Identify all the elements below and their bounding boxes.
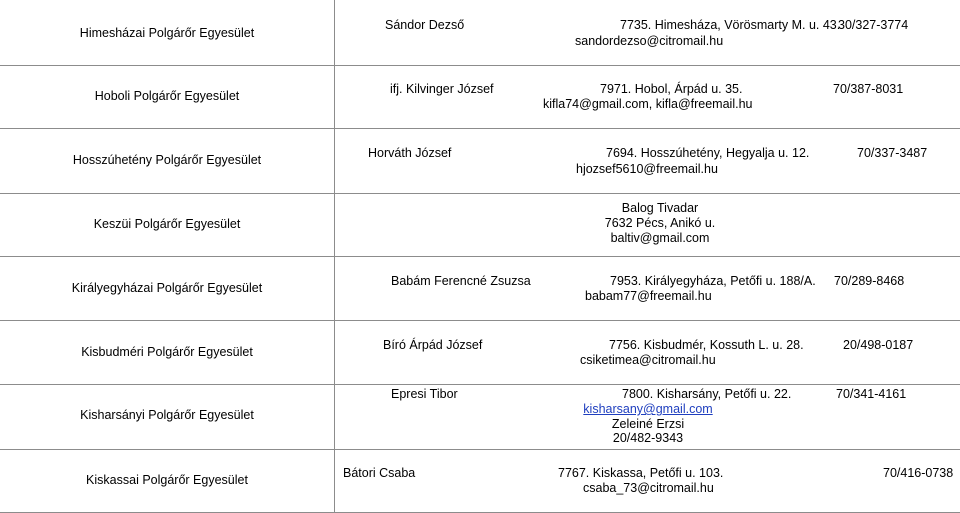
- contact-email: csiketimea@citromail.hu: [580, 353, 716, 367]
- row-divider: [0, 256, 960, 257]
- contact-name: Bíró Árpád József: [383, 338, 483, 352]
- organization-name: Királyegyházai Polgárőr Egyesület: [71, 281, 263, 295]
- contact-address: 7971. Hobol, Árpád u. 35.: [600, 82, 743, 96]
- contact-email: babam77@freemail.hu: [585, 289, 712, 303]
- contact-phone: 70/337-3487: [857, 146, 928, 160]
- organization-name: Kiskassai Polgárőr Egyesület: [86, 473, 248, 487]
- organization-name: Kisharsányi Polgárőr Egyesület: [80, 408, 254, 422]
- contact-phone: 70/387-8031: [833, 82, 904, 96]
- contact-email-link[interactable]: kisharsany@gmail.com: [583, 402, 713, 416]
- organization-name: Keszüi Polgárőr Egyesület: [93, 217, 241, 231]
- contact-address: 7953. Királyegyháza, Petőfi u. 188/A.: [610, 274, 816, 288]
- contact-name: Horváth József: [368, 146, 452, 160]
- contact-name: ifj. Kilvinger József: [390, 82, 494, 96]
- contact-email: hjozsef5610@freemail.hu: [576, 162, 718, 176]
- contact-address: 7800. Kisharsány, Petőfi u. 22.: [622, 387, 792, 401]
- row-divider: [0, 320, 960, 321]
- organization-name: Himesházai Polgárőr Egyesület: [79, 26, 255, 40]
- contact-address: 7756. Kisbudmér, Kossuth L. u. 28.: [609, 338, 804, 352]
- row-divider: [0, 65, 960, 66]
- contact-phone: 70/341-4161: [836, 387, 907, 401]
- contact-address: 7632 Pécs, Anikó u.: [604, 216, 716, 230]
- row-divider: [0, 128, 960, 129]
- contact-name: Babám Ferencné Zsuzsa: [391, 274, 531, 288]
- contact-name: Balog Tivadar: [621, 201, 699, 215]
- contact-name-secondary: Zeleiné Erzsi: [611, 417, 685, 431]
- contact-name: Sándor Dezső: [385, 18, 465, 32]
- contact-email: sandordezso@citromail.hu: [575, 34, 724, 48]
- contact-email: kifla74@gmail.com, kifla@freemail.hu: [543, 97, 753, 111]
- contact-phone: 70/416-0738: [883, 466, 954, 480]
- contact-email: csaba_73@citromail.hu: [583, 481, 714, 495]
- organization-name: Hoboli Polgárőr Egyesület: [94, 89, 240, 103]
- contact-phone: 30/327-3774: [838, 18, 909, 32]
- row-divider: [0, 193, 960, 194]
- contact-phone-secondary: 20/482-9343: [612, 431, 684, 445]
- contact-phone: 70/289-8468: [834, 274, 905, 288]
- organization-name: Hosszúhetény Polgárőr Egyesület: [72, 153, 262, 167]
- contact-address: 7694. Hosszúhetény, Hegyalja u. 12.: [606, 146, 810, 160]
- contact-address: 7767. Kiskassa, Petőfi u. 103.: [558, 466, 724, 480]
- row-divider: [0, 449, 960, 450]
- contact-phone: 20/498-0187: [843, 338, 914, 352]
- contact-name: Epresi Tibor: [391, 387, 458, 401]
- organization-name: Kisbudméri Polgárőr Egyesület: [81, 345, 253, 359]
- contact-name: Bátori Csaba: [343, 466, 416, 480]
- row-divider: [0, 384, 960, 385]
- contact-address: 7735. Himesháza, Vörösmarty M. u. 43.: [620, 18, 841, 32]
- contact-email: baltiv@gmail.com: [610, 231, 710, 245]
